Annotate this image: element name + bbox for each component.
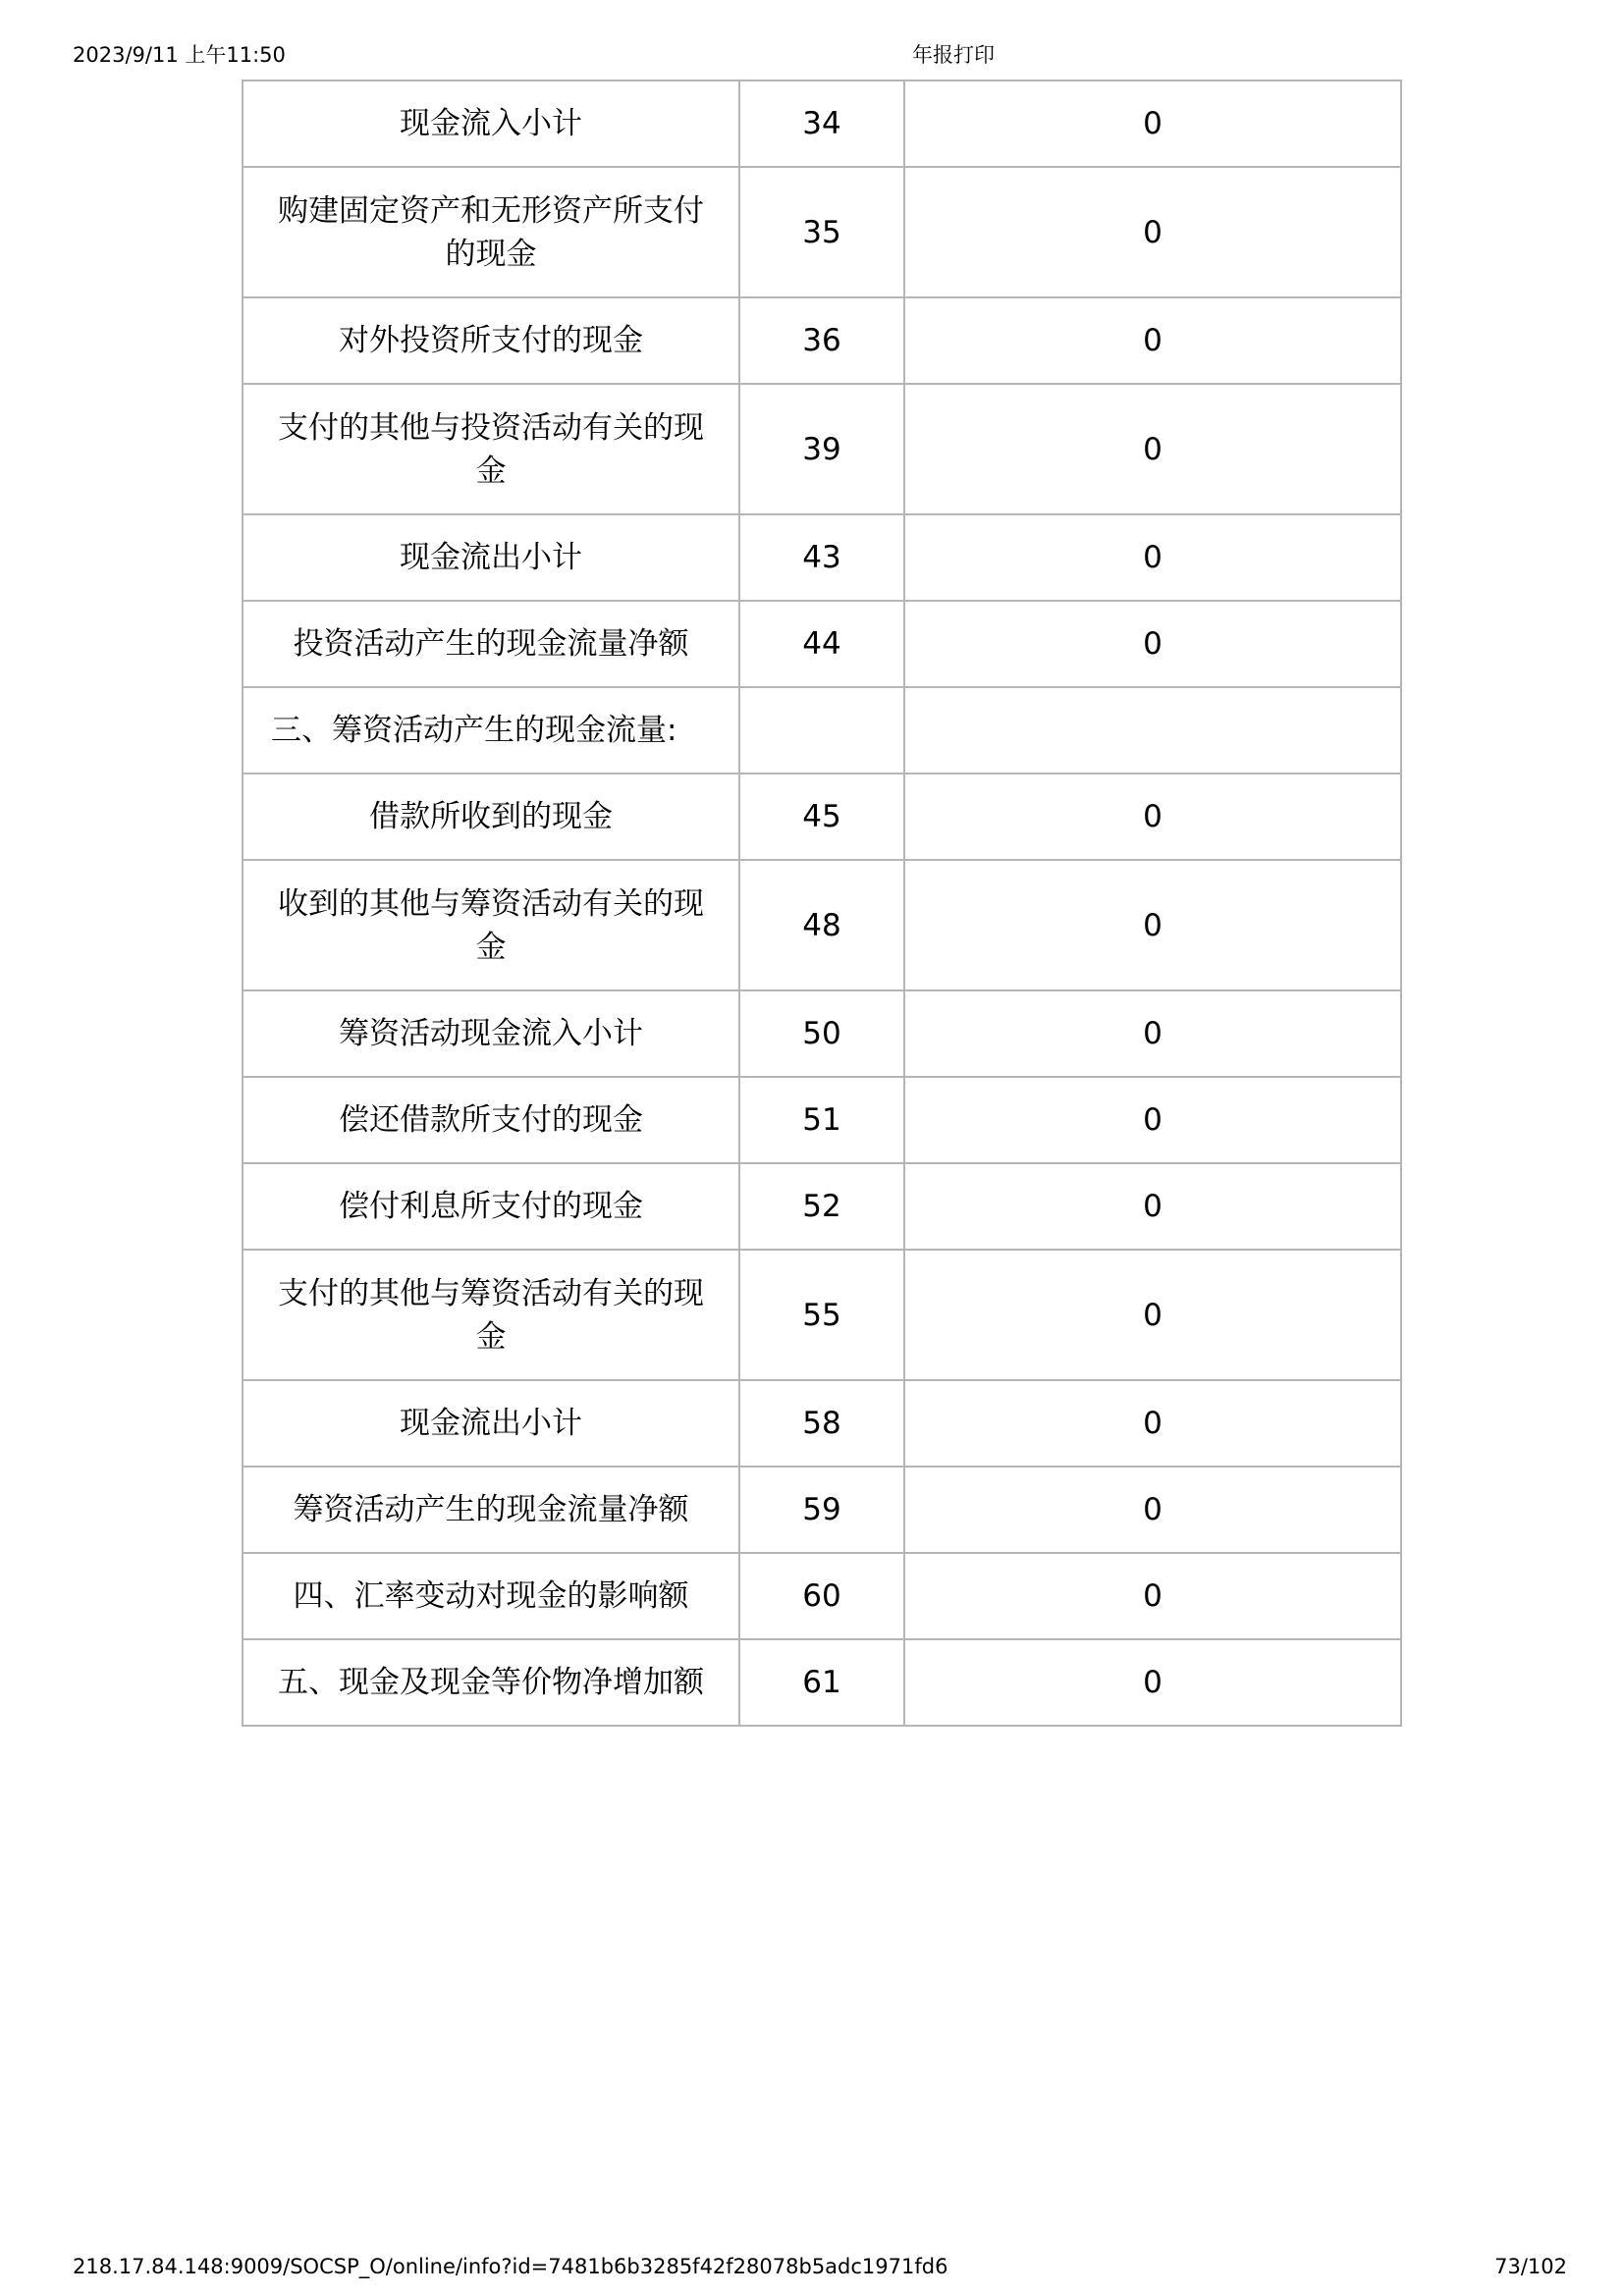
amount-cell: 0 [904,1467,1401,1553]
amount-cell: 0 [904,1163,1401,1250]
item-cell: 筹资活动现金流入小计 [243,990,739,1077]
table-row [243,1163,1401,1250]
amount-cell: 0 [904,990,1401,1077]
item-cell: 现金流入小计 [243,80,739,167]
table-row [243,601,1401,687]
item-cell: 收到的其他与筹资活动有关的现金 [243,860,739,990]
item-cell: 支付的其他与投资活动有关的现金 [243,384,739,514]
code-cell: 51 [739,1077,904,1163]
code-cell: 43 [739,514,904,601]
table-row [243,1639,1401,1726]
item-cell: 五、现金及现金等价物净增加额 [243,1639,739,1726]
item-cell: 对外投资所支付的现金 [243,297,739,384]
table-row [243,384,1401,514]
code-cell: 44 [739,601,904,687]
item-cell: 支付的其他与筹资活动有关的现金 [243,1250,739,1380]
table-row [243,297,1401,384]
table-row [243,774,1401,860]
amount-cell: 0 [904,1077,1401,1163]
code-cell: 45 [739,774,904,860]
amount-cell [904,687,1401,774]
table-row [243,1467,1401,1553]
table-row [243,990,1401,1077]
print-datetime: 2023/9/11 上午11:50 [73,43,286,67]
item-cell: 四、汇率变动对现金的影响额 [243,1553,739,1639]
amount-cell: 0 [904,297,1401,384]
item-cell: 借款所收到的现金 [243,774,739,860]
code-cell: 59 [739,1467,904,1553]
item-cell: 偿付利息所支付的现金 [243,1163,739,1250]
table-row [243,514,1401,601]
table-row [243,1380,1401,1467]
amount-cell: 0 [904,774,1401,860]
cash-flow-table [242,80,1402,1727]
code-cell: 61 [739,1639,904,1726]
amount-cell: 0 [904,860,1401,990]
code-cell: 39 [739,384,904,514]
amount-cell: 0 [904,384,1401,514]
table-row [243,860,1401,990]
table-row [243,1553,1401,1639]
section-heading: 三、筹资活动产生的现金流量: [243,687,739,774]
amount-cell: 0 [904,80,1401,167]
item-cell: 偿还借款所支付的现金 [243,1077,739,1163]
print-title: 年报打印 [912,43,995,67]
table-row [243,1077,1401,1163]
item-cell: 现金流出小计 [243,514,739,601]
code-cell: 34 [739,80,904,167]
code-cell: 35 [739,167,904,297]
amount-cell: 0 [904,514,1401,601]
code-cell: 58 [739,1380,904,1467]
amount-cell: 0 [904,167,1401,297]
code-cell: 50 [739,990,904,1077]
item-cell: 购建固定资产和无形资产所支付的现金 [243,167,739,297]
table-row [243,1250,1401,1380]
item-cell: 投资活动产生的现金流量净额 [243,601,739,687]
table-row [243,167,1401,297]
code-cell: 48 [739,860,904,990]
item-cell: 筹资活动产生的现金流量净额 [243,1467,739,1553]
code-cell: 60 [739,1553,904,1639]
amount-cell: 0 [904,1250,1401,1380]
code-cell: 36 [739,297,904,384]
amount-cell: 0 [904,1639,1401,1726]
section-heading-row [243,687,1401,774]
page-url: 218.17.84.148:9009/SOCSP_O/online/info?id=7481b6b3285f42f28078b5adc1971fd6 [73,2255,948,2278]
code-cell: 52 [739,1163,904,1250]
code-cell [739,687,904,774]
table-row [243,80,1401,167]
item-cell: 现金流出小计 [243,1380,739,1467]
amount-cell: 0 [904,1380,1401,1467]
code-cell: 55 [739,1250,904,1380]
amount-cell: 0 [904,1553,1401,1639]
page-number: 73/102 [1494,2255,1567,2278]
amount-cell: 0 [904,601,1401,687]
